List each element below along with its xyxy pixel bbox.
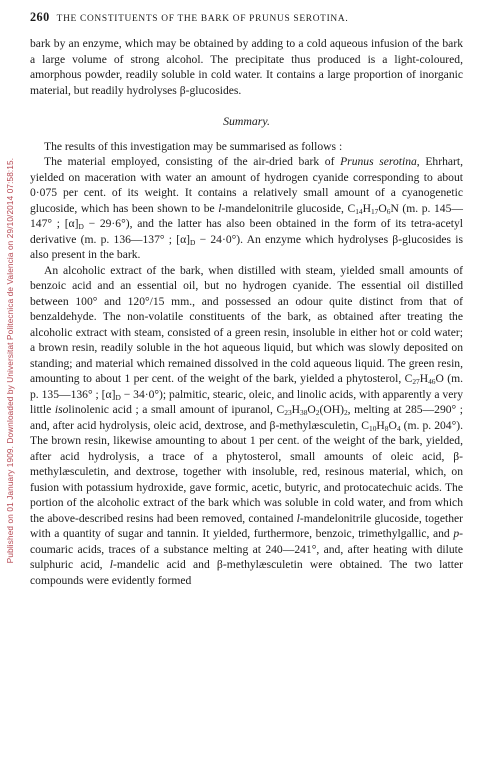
summary-heading: Summary. [223, 114, 270, 128]
download-watermark [4, 40, 18, 680]
summary-lead: The results of this investigation may be summarised as follows : [44, 139, 343, 153]
intro-paragraph: bark by an enzyme, which may be obtained by adding to a cold aqueous infusion of the bark a large volume of strong alcohol. The precipitate thus produced is a light-coloured, amorphous powder, readily soluble in cold water. It contains a large proportion of inorganic material, but readily hydrolyses β-glucosides. [30, 37, 463, 97]
section-gap [30, 98, 463, 114]
summary-paragraph-2: An alcoholic extract of the bark, when distilled with steam, yielded small amounts of benzoic acid and an essential oil, but no hydrogen cyanide. The essential oil distilled between 100° and 120°/15 mm., and possessed an odour quite distinct from that of benzaldehyde. The non-volatile constituents of the bark, as obtained after treating the alcoholic extract with steam, consisted of a green resin, insoluble in either hot or cold water; a brown resin, readily soluble in the hot aqueous liquid, but which was slowly deposited on standing; and material which remained dissolved in the cold aqueous liquid. The green resin, amounting to about 1 per cent. of the weight of the bark, yielded a phytosterol, $C_{27}H_{46}O$ (m. p. 135—136° ; $[\alpha]_D - 34\cdot 0^\circ$); palmitic, stearic, oleic, and linolic acids, with apparently a very little isolinolenic acid ; a small amount of ipuranol, $C_{23}H_{38}O_2(OH)_2$, melting at 285—290° ; and, after acid hydrolysis, oleic acid, dextrose, and β-methylæsculetin, $C_{10}H_8O_4$ (m. p. 204°). The brown resin, likewise amounting to about 1 per cent. of the weight of the bark, yielded, after acid hydrolysis, a trace of a phytosterol, small amounts of oleic acid, β-methylæsculetin, and dextrose, together with insoluble, red, resinous material, which, on fusion with potassium hydroxide, gave formic, acetic, butyric, and protocatechuic acids. The portion of the alcoholic extract of the bark which was soluble in cold water, and from which the above-described resins had been removed, contained l-mandelonitrile glucoside, together with a quantity of sugar and tannin. It yielded, furthermore, benzoic, trimethylgallic, and p-coumaric acids, traces of a substance melting at 240—241°, and, after heating with dilute sulphuric acid, l-mandelic acid and β-methylæsculetin were obtained. The two latter compounds were evidently formed [30, 263, 464, 587]
summary-paragraph-1: The material employed, consisting of the air-dried bark of Prunus serotina, Ehrhart, yielded on maceration with water an amount of hydrogen cyanide corresponding to about 0·075 per cent. of its weight. It contains a relatively small amount of a cyanogenetic glucoside, which has been shown to be l-mandelonitrile glucoside, $C_{14}H_{17}O_6N$ (m. p. 145—147° ; $[\alpha]_D - 29\cdot 6^\circ$), and the latter has also been obtained in the form of its tetra-acetyl derivative (m. p. 136—137° ; $[\alpha]_D - 24\cdot 0^\circ$). An enzyme which hydrolyses β-glucosides is also present in the bark. [30, 155, 464, 261]
running-title: THE CONSTITUENTS OF THE BARK OF PRUNUS SEROTINA. [56, 14, 349, 24]
running-header [30, 10, 463, 25]
journal-page [30, 10, 463, 588]
species-name: Prunus serotina [340, 155, 417, 168]
page-number: 260 [30, 10, 50, 24]
download-notice-text: Published on 01 January 1909. Downloaded by Universitat Politecnica de Valencia on 29/10/2014 07:58:15. [6, 157, 16, 563]
